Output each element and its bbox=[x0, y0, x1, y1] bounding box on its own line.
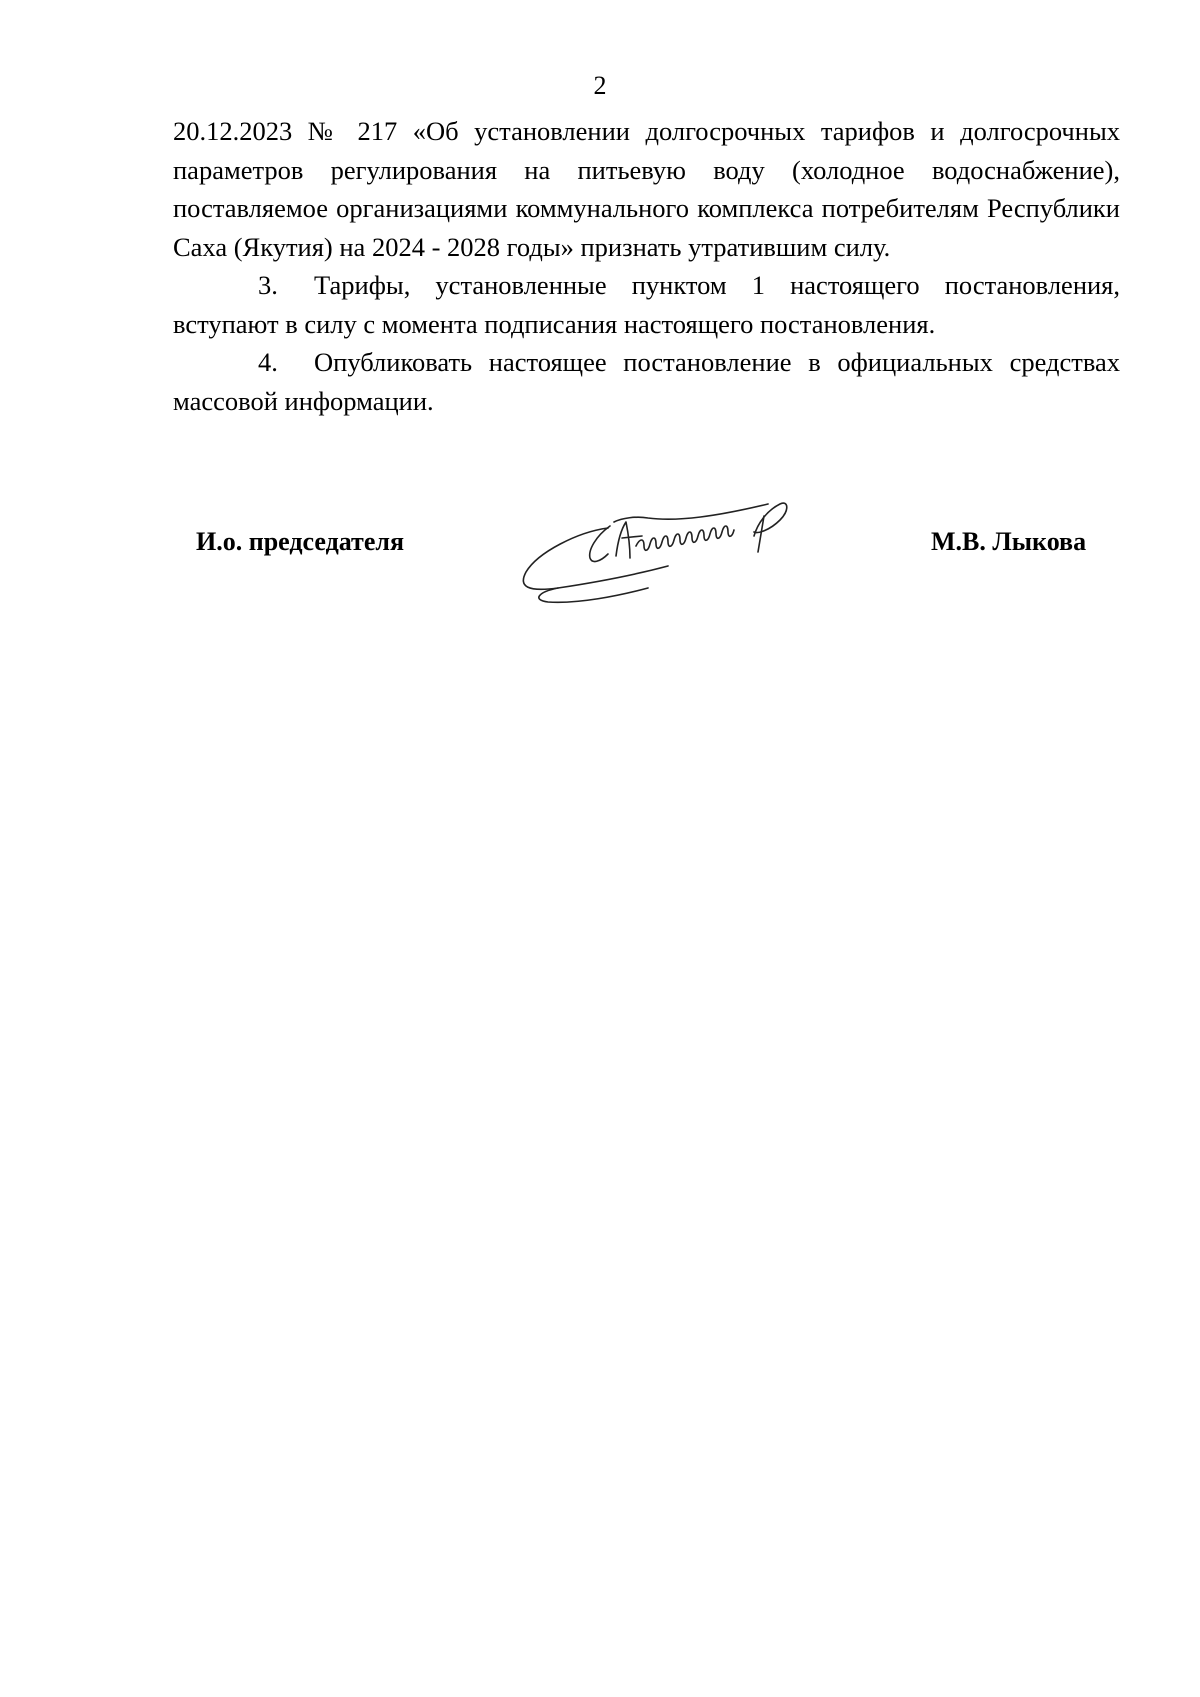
intro-paragraph: 20.12.2023 № 217 «Об установлении долгосрочных тарифов и долгосрочных параметров регулирования на питьевую воду (холодное водоснабжение), поставляемое организациями коммунального комплекса потребителям Республики Саха (Якутия) на 2024 - 2028 годы» признать утратившим силу. bbox=[173, 116, 1120, 262]
signature-block bbox=[0, 500, 1200, 620]
signer-position: И.о. председателя bbox=[196, 527, 405, 556]
signer-name: М.В. Лыкова bbox=[931, 527, 1087, 556]
clause-3 bbox=[173, 266, 1120, 343]
clause-4 bbox=[173, 343, 1120, 420]
handwritten-signature-icon bbox=[518, 492, 808, 604]
clause-number: 3. bbox=[258, 270, 278, 300]
document-body bbox=[173, 112, 1120, 420]
clause-text: Тарифы, установленные пунктом 1 настоящего постановления, вступают в силу с момента подписания настоящего постановления. bbox=[173, 270, 1120, 339]
clause-number: 4. bbox=[258, 347, 278, 377]
page-number: 2 bbox=[593, 71, 607, 100]
clause-text: Опубликовать настоящее постановление в официальных средствах массовой информации. bbox=[173, 347, 1120, 416]
